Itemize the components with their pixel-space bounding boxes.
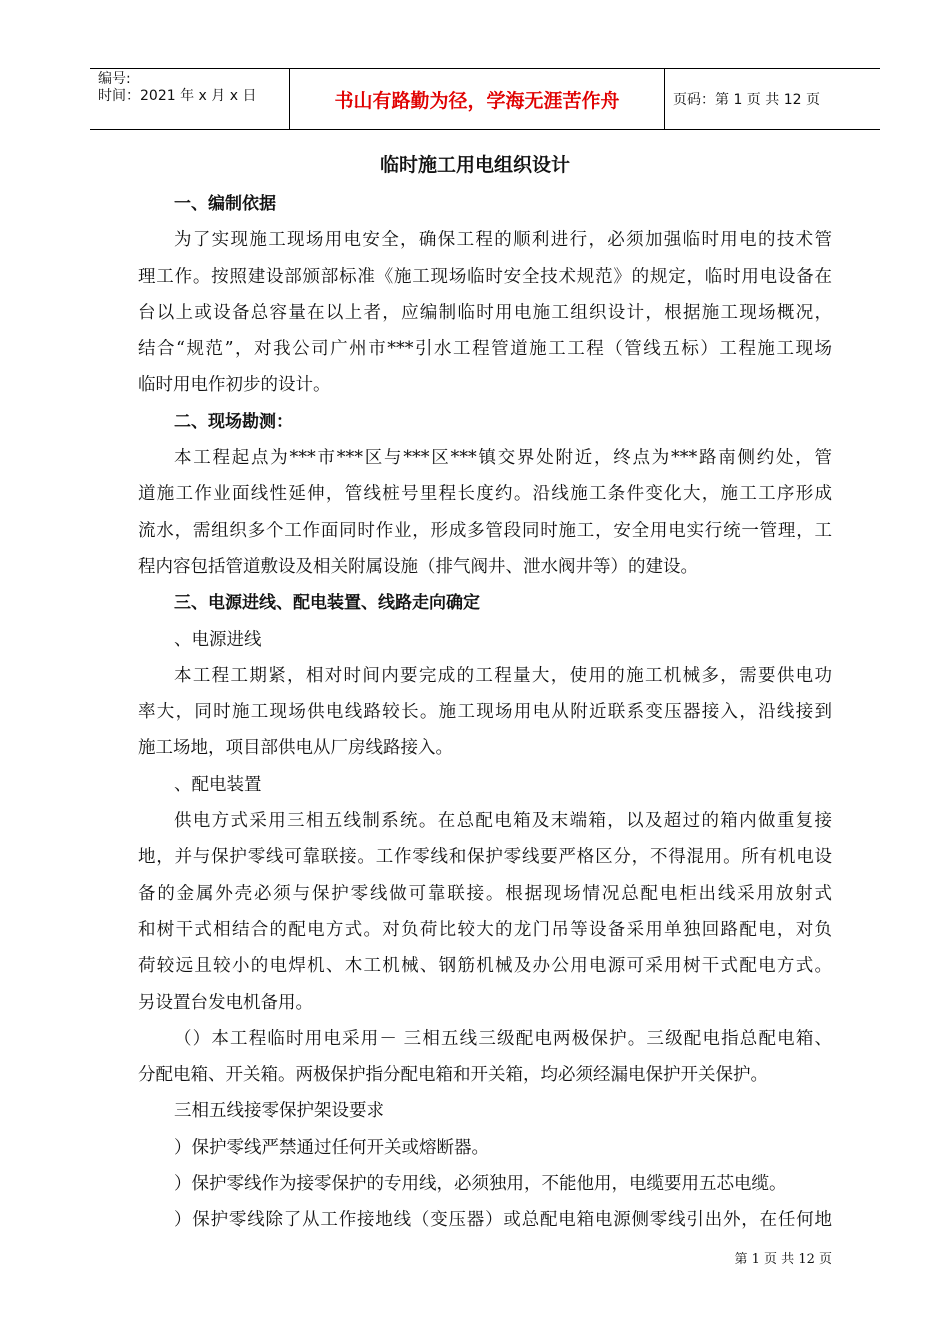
header-meta [90, 69, 290, 129]
subsection-heading: 三相五线接零保护架设要求 [174, 1101, 384, 1122]
section-heading: 三、电源进线、配电装置、线路走向确定 [174, 593, 480, 614]
paragraph-line: 和树干式相结合的配电方式。对负荷比较大的龙门吊等设备采用单独回路配电，对负 [138, 919, 832, 940]
paragraph-line: 施工场地，项目部供电从厂房线路接入。 [138, 738, 453, 759]
section-heading: 二、现场勘测： [174, 411, 293, 432]
paragraph-line: 台以上或设备总容量在以上者，应编制临时用电施工组织设计，根据施工现场概况， [138, 302, 832, 323]
subsection-heading: 、电源进线 [174, 629, 262, 650]
paragraph-line: 结合“规范”，对我公司广州市***引水工程管道施工工程（管线五标）工程施工现场 [138, 339, 832, 360]
number-label: 编号: [98, 71, 131, 87]
paragraph-line: 本工程起点为***市***区与***区***镇交界处附近，终点为***路南侧约处，管 [174, 448, 832, 469]
paragraph-line: 程内容包括管道敷设及相关附属设施（排气阀井、泄水阀井等）的建设。 [138, 556, 698, 577]
paragraph-line: 率大，同时施工现场供电线路较长。施工现场用电从附近联系变压器接入，沿线接到 [138, 702, 832, 723]
time-label: 时间：2021 年 x 月 x 日 [98, 88, 257, 104]
paragraph-line: 为了实现施工现场用电安全，确保工程的顺利进行，必须加强临时用电的技术管 [174, 230, 832, 251]
paragraph-line: 分配电箱、开关箱。两极保护指分配电箱和开关箱，均必须经漏电保护开关保护。 [138, 1065, 768, 1086]
list-item: ）保护零线严禁通过任何开关或熔断器。 [174, 1137, 489, 1158]
list-item: ）保护零线作为接零保护的专用线，必须独用，不能他用，电缆要用五芯电缆。 [174, 1174, 787, 1195]
header-motto: 书山有路勤为径，学海无涯苦作舟 [290, 69, 665, 129]
subsection-heading: 、配电装置 [174, 774, 262, 795]
paragraph-line: 临时用电作初步的设计。 [138, 375, 331, 396]
list-item: ）保护零线除了从工作接地线（变压器）或总配电箱电源侧零线引出外，在任何地 [174, 1210, 832, 1231]
header-page-info: 页码：第 1 页 共 12 页 [673, 92, 820, 108]
paragraph-line: 另设置台发电机备用。 [138, 992, 313, 1013]
document-body [138, 186, 832, 1239]
paragraph-line: 理工作。按照建设部颁部标准《施工现场临时安全技术规范》的规定，临时用电设备在 [138, 266, 832, 287]
paragraph-line: 地，并与保护零线可靠联接。工作零线和保护零线要严格区分，不得混用。所有机电设 [138, 847, 832, 868]
paragraph-line: 供电方式采用三相五线制系统。在总配电箱及末端箱，以及超过的箱内做重复接 [174, 811, 832, 832]
page-header [90, 68, 880, 130]
paragraph-line: 道施工作业面线性延伸，管线桩号里程长度约。沿线施工条件变化大，施工工序形成 [138, 484, 832, 505]
document-title: 临时施工用电组织设计 [379, 154, 570, 176]
paragraph-line: 流水，需组织多个工作面同时作业，形成多管段同时施工，安全用电实行统一管理，工 [138, 520, 832, 541]
section-heading: 一、编制依据 [174, 194, 276, 214]
paragraph-line: 备的金属外壳必须与保护零线做可靠联接。根据现场情况总配电柜出线采用放射式 [138, 883, 832, 904]
paragraph-line: 本工程工期紧，相对时间内要完成的工程量大，使用的施工机械多，需要供电功 [174, 665, 832, 686]
page-footer: 第 1 页 共 12 页 [734, 1252, 832, 1267]
paragraph-line: （）本工程临时用电采用－ 三相五线三级配电两极保护。三级配电指总配电箱、 [174, 1028, 832, 1049]
paragraph-line: 荷较远且较小的电焊机、木工机械、钢筋机械及办公用电源可采用树干式配电方式。 [138, 956, 832, 977]
